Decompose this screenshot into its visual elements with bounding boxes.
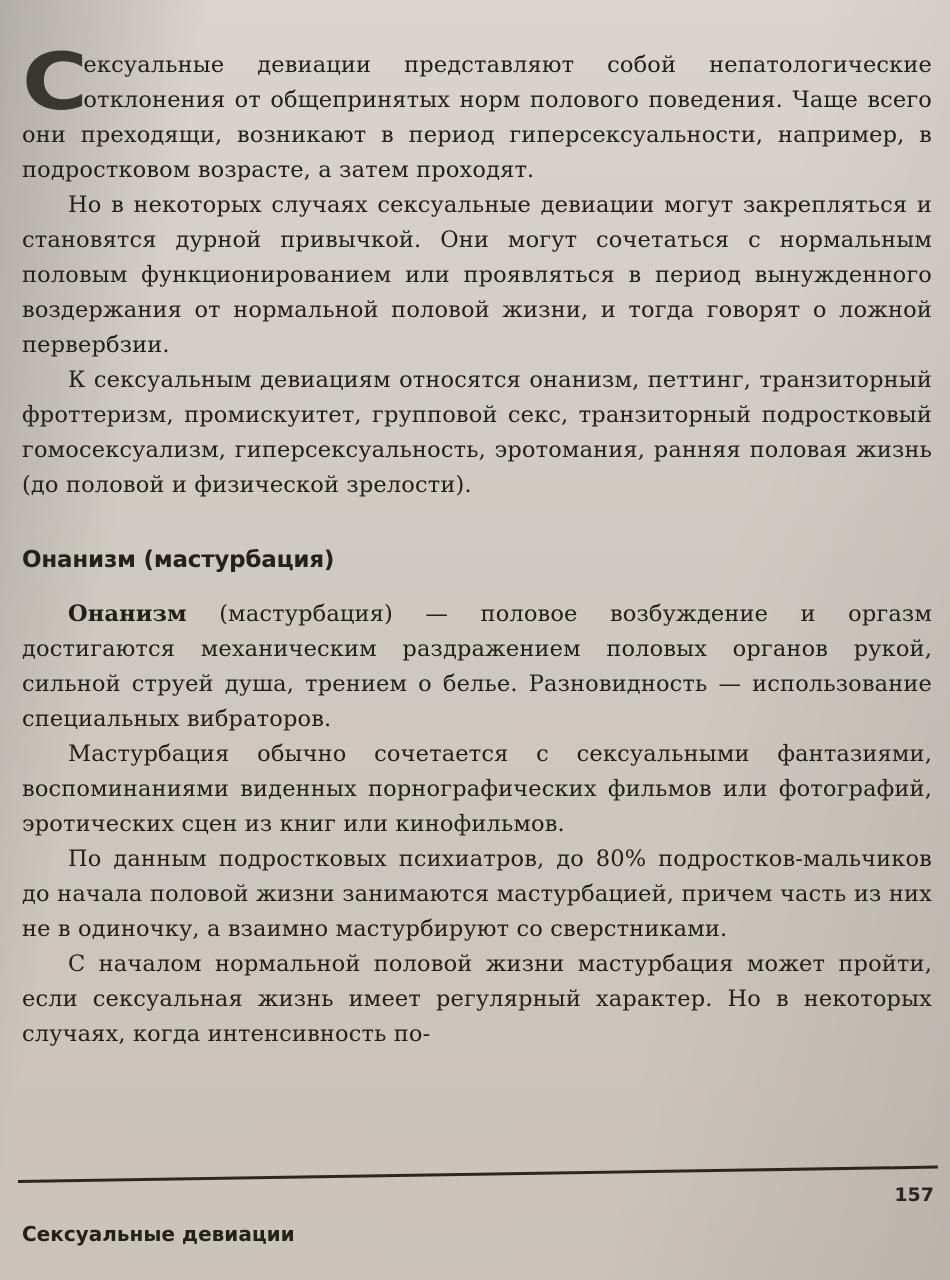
section-paragraph-1-text: (мастурбация) — половое возбуждение и оргазм достигаются механическим раздражением половых органов рукой, сильной струей душа, трением о белье. Разновидность — использование специальных вибраторов. <box>22 601 932 732</box>
section-paragraph-3: По данным подростковых психиатров, до 80% подростков-мальчиков до начала половой жизни занимаются мастурбацией, причем часть из них не в одиночку, а взаимно мастурбируют со сверстниками. <box>22 846 932 942</box>
page-body <box>22 38 932 1052</box>
section-heading: Онанизм (мастурбация) <box>22 547 335 573</box>
section-paragraph-1 <box>22 597 932 737</box>
running-footer-title: Сексуальные девиации <box>22 1222 295 1246</box>
drop-cap-letter: С <box>22 38 89 128</box>
page-number: 157 <box>894 1184 934 1206</box>
intro-paragraph-3: К сексуальным девиациям относятся онанизм, петтинг, транзиторный фроттеризм, промискуитет, групповой секс, транзиторный подростковый гомосексуализм, гиперсексуальность, эротомания, ранняя половая жизнь (до половой и физической зрелости). <box>22 367 932 498</box>
intro-paragraph-1 <box>22 38 932 188</box>
section-paragraph-2: Мастурбация обычно сочетается с сексуальными фантазиями, воспоминаниями виденных порнографических фильмов или фотографий, эротических сцен из книг или кинофильмов. <box>22 741 932 837</box>
footer-rule <box>18 1166 938 1183</box>
defined-term: Онанизм <box>68 601 187 627</box>
intro-paragraph-2: Но в некоторых случаях сексуальные девиации могут закрепляться и становятся дурной привычкой. Они могут сочетаться с нормальным половым функционированием или проявляться в период вынужденного воздержания от нормальной половой жизни, и тогда говорят о ложной первербзии. <box>22 192 932 358</box>
section-paragraph-4: С началом нормальной половой жизни мастурбация может пройти, если сексуальная жизнь имеет регулярный характер. Но в некоторых случаях, когда интенсивность по- <box>22 951 932 1047</box>
intro-paragraph-1-text: ексуальные девиации представляют собой непатологические отклонения от общепринятых норм полового поведения. Чаще всего они преходящи, возникают в период гиперсексуальности, например, в подростковом возрасте, а затем проходят. <box>22 52 932 183</box>
